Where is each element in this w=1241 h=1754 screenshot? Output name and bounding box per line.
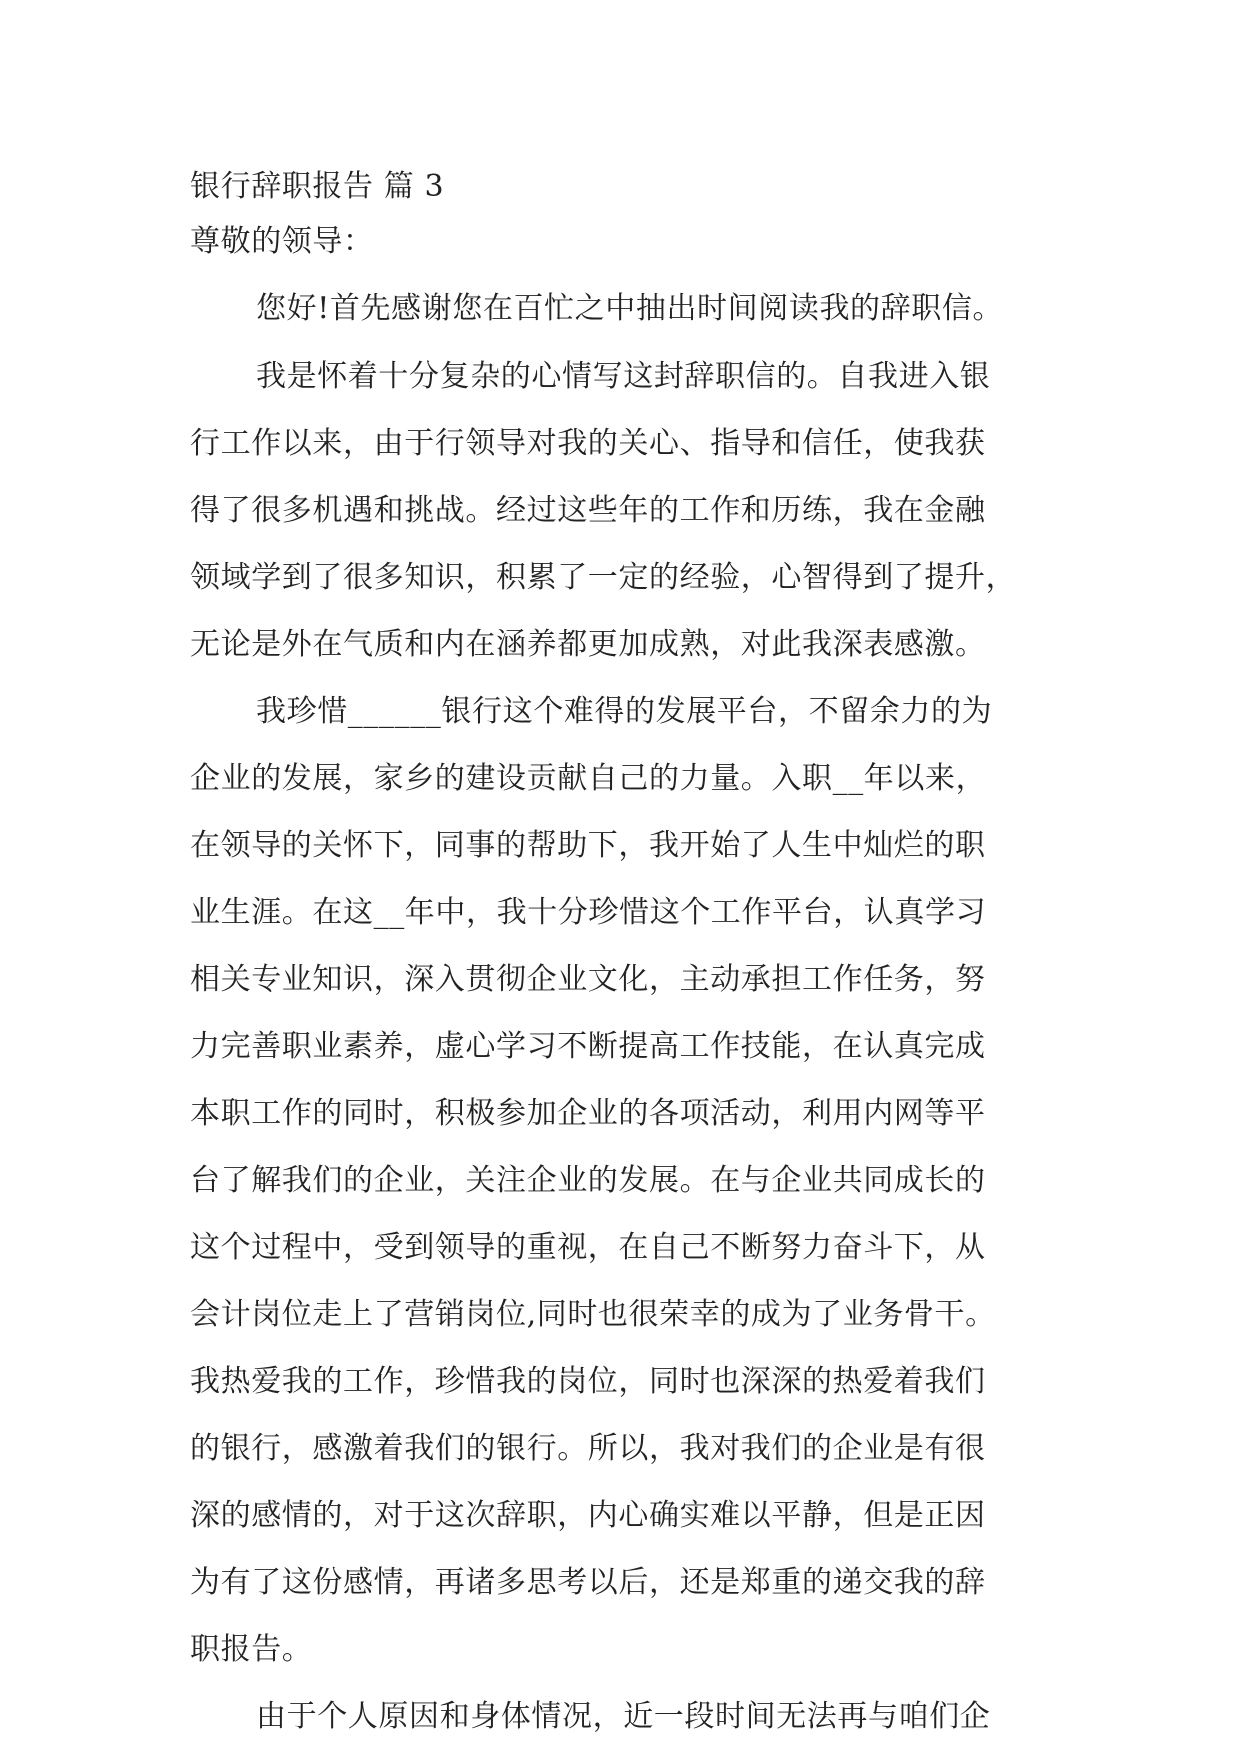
paragraph-line: 本职工作的同时，积极参加企业的各项活动，利用内网等平 <box>190 1096 986 1131</box>
paragraph-line: 职报告。 <box>190 1632 313 1667</box>
paragraph-line: 在领导的关怀下，同事的帮助下，我开始了人生中灿烂的职 <box>190 828 986 863</box>
paragraph-line: 深的感情的，对于这次辞职，内心确实难以平静，但是正因 <box>190 1498 986 1533</box>
paragraph-line: 企业的发展，家乡的建设贡献自己的力量。入职__年以来， <box>190 761 987 796</box>
paragraph-line: 会计岗位走上了营销岗位,同时也很荣幸的成为了业务骨干。 <box>190 1297 996 1332</box>
paragraph-line: 业生涯。在这__年中，我十分珍惜这个工作平台，认真学习 <box>190 895 987 930</box>
paragraph-line: 行工作以来，由于行领导对我的关心、指导和信任，使我获 <box>190 426 986 461</box>
paragraph-line: 为有了这份感情，再诸多思考以后，还是郑重的递交我的辞 <box>190 1565 986 1600</box>
paragraph-line: 我是怀着十分复杂的心情写这封辞职信的。自我进入银 <box>256 359 991 394</box>
paragraph-line: 这个过程中，受到领导的重视，在自己不断努力奋斗下，从 <box>190 1230 986 1265</box>
paragraph-line: 领域学到了很多知识，积累了一定的经验，心智得到了提升， <box>190 560 1017 595</box>
paragraph-line: 台了解我们的企业，关注企业的发展。在与企业共同成长的 <box>190 1163 986 1198</box>
paragraph-line: 由于个人原因和身体情况，近一段时间无法再与咱们企 <box>256 1699 991 1734</box>
paragraph-line: 力完善职业素养，虚心学习不断提高工作技能，在认真完成 <box>190 1029 986 1064</box>
salutation: 尊敬的领导： <box>190 224 374 259</box>
paragraph-line: 我热爱我的工作，珍惜我的岗位，同时也深深的热爱着我们 <box>190 1364 986 1399</box>
paragraph-line: 相关专业知识，深入贯彻企业文化，主动承担工作任务，努 <box>190 962 986 997</box>
document-title: 银行辞职报告 篇 3 <box>190 169 445 204</box>
paragraph-line: 我珍惜______银行这个难得的发展平台，不留余力的为 <box>256 694 993 729</box>
paragraph-line: 的银行，感激着我们的银行。所以，我对我们的企业是有很 <box>190 1431 986 1466</box>
paragraph-line: 无论是外在气质和内在涵养都更加成熟，对此我深表感激。 <box>190 627 986 662</box>
paragraph-line-greeting: 您好!首先感谢您在百忙之中抽出时间阅读我的辞职信。 <box>256 291 1004 326</box>
paragraph-line: 得了很多机遇和挑战。经过这些年的工作和历练，我在金融 <box>190 493 986 528</box>
